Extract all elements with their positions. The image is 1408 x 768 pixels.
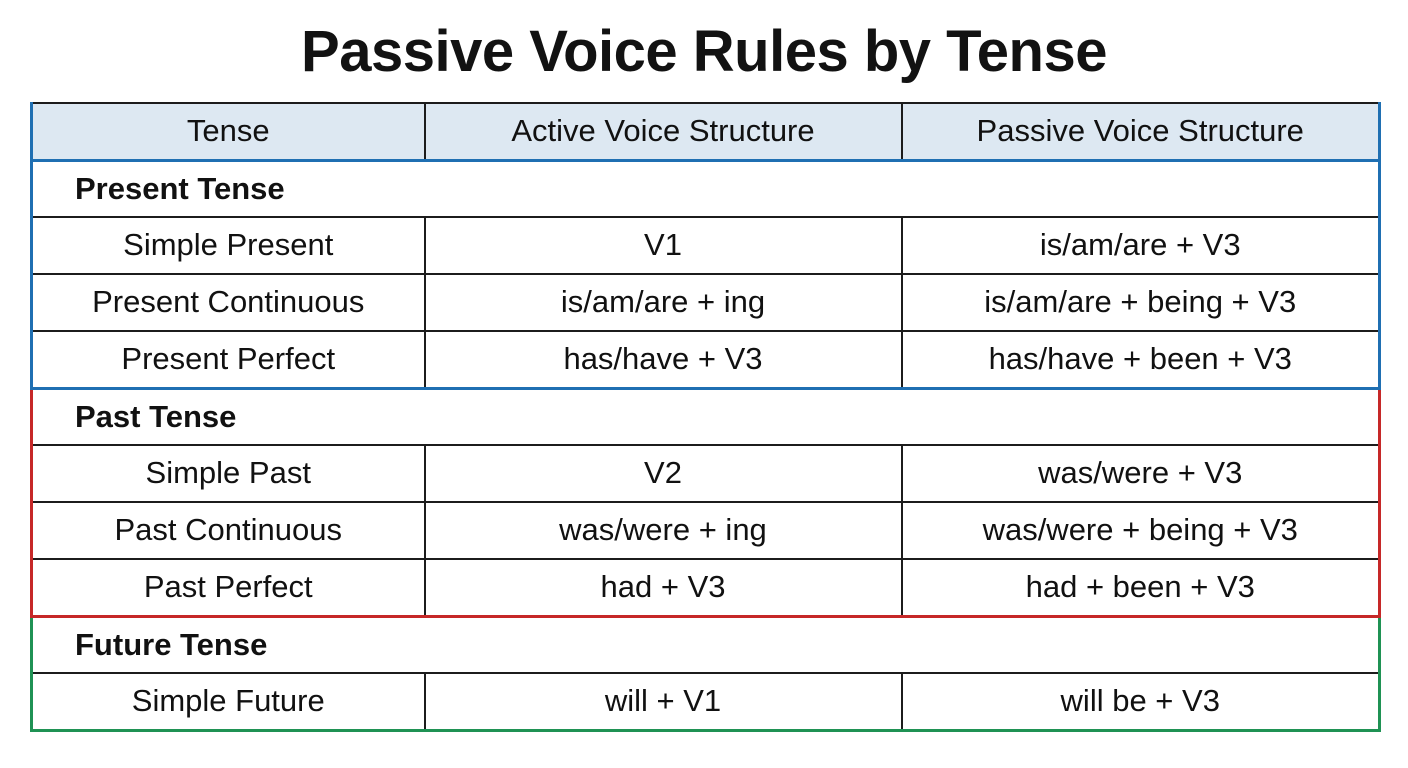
table-row [32,274,1380,331]
cell-active: has/have + V3 [425,331,902,389]
section-label: Present Tense [32,160,1380,217]
cell-tense: Past Continuous [32,502,425,559]
column-header-active-voice: Active Voice Structure [425,103,902,161]
cell-passive: is/am/are + being + V3 [902,274,1380,331]
cell-passive: will be + V3 [902,673,1380,731]
table-header-row [32,103,1380,161]
cell-active: V2 [425,445,902,502]
table-row [32,331,1380,389]
table-row [32,217,1380,274]
table-row [32,502,1380,559]
table-header [32,103,1380,161]
cell-tense: Simple Past [32,445,425,502]
table-body [32,160,1380,730]
section-label: Future Tense [32,616,1380,673]
table-row [32,559,1380,617]
passive-voice-table [30,102,1381,732]
cell-passive: was/were + being + V3 [902,502,1380,559]
section-label: Past Tense [32,388,1380,445]
cell-active: is/am/are + ing [425,274,902,331]
cell-passive: had + been + V3 [902,559,1380,617]
page-title: Passive Voice Rules by Tense [301,19,1107,84]
cell-tense: Present Perfect [32,331,425,389]
cell-tense: Present Continuous [32,274,425,331]
cell-passive: was/were + V3 [902,445,1380,502]
cell-tense: Simple Present [32,217,425,274]
column-header-tense: Tense [32,103,425,161]
cell-tense: Past Perfect [32,559,425,617]
cell-tense: Simple Future [32,673,425,731]
section-header-future-tense [32,616,1380,673]
table-row [32,673,1380,731]
cell-active: V1 [425,217,902,274]
cell-active: had + V3 [425,559,902,617]
table-row [32,445,1380,502]
cell-passive: is/am/are + V3 [902,217,1380,274]
cell-active: was/were + ing [425,502,902,559]
cell-active: will + V1 [425,673,902,731]
column-header-passive-voice: Passive Voice Structure [902,103,1380,161]
section-header-present-tense [32,160,1380,217]
section-header-past-tense [32,388,1380,445]
cell-passive: has/have + been + V3 [902,331,1380,389]
